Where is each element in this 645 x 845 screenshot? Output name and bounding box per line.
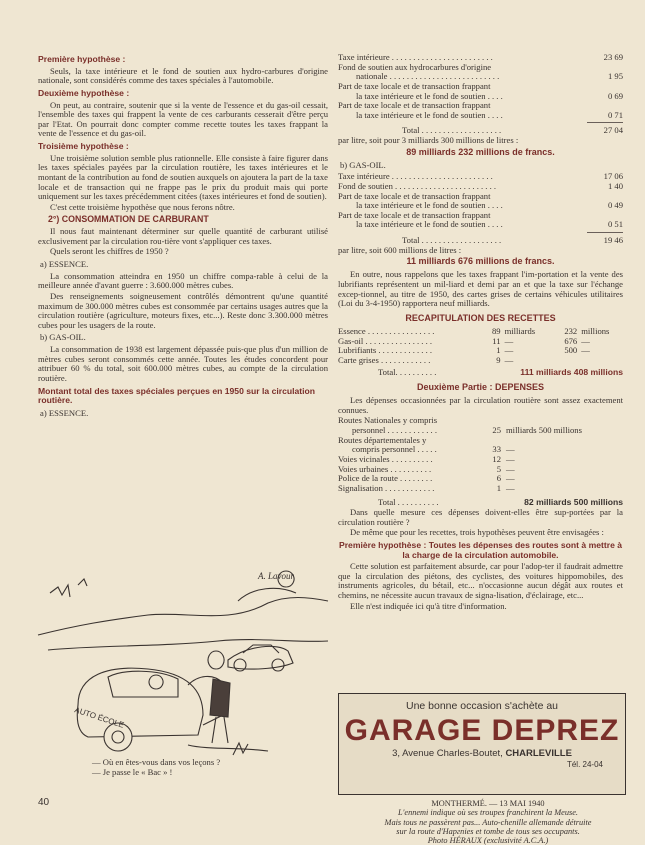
paragraph: Cette solution est parfaitement absurde, car pour l'adop-ter il faudrait admettre que la circulation des piétons, des cyclistes, des voitures hippomobiles, des instruments agricoles, du bétail, etc... n'occasionne aucun dégât aux routes et chemins, ne nécessite aucun travaux de signa-lisation, d'éclairage, etc... [338,561,623,601]
paragraph: La consommation de 1938 est largement dépassée puis-que plus d'un million de mètres cubes seront consommés cette année. Toutes les études concordent pour attribuer 60 % du total, soit 600.000 mètres cubes, au compte de la circulation routière. [38,344,328,383]
total-label: Total . . . . . . . . . . . . . . . . . . . [402,235,502,246]
table-cell: 1 [496,482,501,493]
row-label: la taxe intérieure et le fond de soutien . . . . [356,200,503,211]
car-text: AUTO ÉCOLE [73,705,126,730]
caption-line: Photo HÉRAUX (exclusivité A.C.A.) [427,836,549,845]
row-value: 0 51 [607,219,623,230]
row-value: 1 40 [607,180,623,191]
garage-advertisement [338,693,626,795]
row-label: Fond de soutien aux hydrocarbures d'origine [338,61,492,72]
table-cell: — [581,345,590,356]
row-label: la taxe intérieure et le fond de soutien . . . . [356,219,503,230]
caption-line: sur la route d'Haргnies et tombe de tous ses occupants. [396,826,580,836]
table-cell: Routes départementales y [338,434,427,445]
depenses-table [338,416,623,493]
paragraph: Elle n'est indiquée ici qu'à titre d'information. [350,600,507,611]
table-cell: 676 [564,335,578,346]
paragraph: En outre, nous rappelons que les taxes frappant l'im-portation et la vente des lubrifiants représentent un mil-liard et demi par an et que la taxe sur l'échange excep-tionnel, au titre de 1950, des cartes grises de certains véhicules utilitaires (Loi du 3-4-1950) rapportera neuf milliards. [338,269,623,309]
caption-line: Mais tous ne passèrent pas... Auto-chenille allemande détruite [384,817,592,827]
caption-line: — Où en êtes-vous dans vos leçons ? [92,757,221,767]
table-cell: 89 [491,325,501,336]
total-label: Total . . . . . . . . . . [378,497,439,508]
table-cell: — [506,453,515,464]
row-label: Taxe intérieure . . . . . . . . . . . . . . . . . . . . . . . . [338,171,493,182]
table-cell: 1 [496,345,501,356]
table-cell: Lubrifiants . . . . . . . . . . . . . [338,345,433,356]
table-cell: 6 [496,473,501,484]
divider [587,122,623,123]
table-cell: milliards 500 millions [506,425,582,436]
recap-title: RECAPITULATION DES RECETTES [405,312,556,323]
heading-first-hypothesis-depenses: Première hypothèse : Toutes les dépenses des routes sont à mettre à la charge de la circulation automobile. [338,539,623,560]
table-row [338,356,623,366]
paragraph: C'est cette troisième hypothèse que nous ferons nôtre. [50,201,235,212]
table-cell: Voies urbaines . . . . . . . . . . [338,463,432,474]
row-label: Taxe intérieure . . . . . . . . . . . . . . . . . . . . . . . . [338,52,493,62]
gasoil-tax-table [338,172,623,230]
table-cell: 12 [492,453,501,464]
subheading-gasoil: b) GAS-OIL. [340,159,386,170]
table-cell [577,356,623,366]
cartoon-caption [92,758,312,778]
paragraph: De même que pour les recettes, trois hypothèses peuvent être envisagées : [350,527,604,538]
row-label: Part de taxe locale et de transaction frappant [338,209,491,220]
photo-caption [338,799,638,845]
caption-line: — Je passe le « Bac » ! [92,766,173,777]
table-cell: 11 [492,335,501,346]
paragraph: Une troisième solution semble plus rationnelle. Elle consiste à faire figurer dans les taxes spéciales payées par la circulation routière, les taxes intérieures et le montant de la contribution au fond de soutien auxquels on ajoutera la part de la taxe locale et de transaction qui ne frappe pas le prix du produit mais qui porte uniquement sur les taxes précédemment citées (taxes intérieures et fond de soutien). [38,152,328,202]
heading-montant-total: Montant total des taxes spéciales perçues en 1950 sur la circulation routière. [38,385,316,406]
essence-tax-table [338,53,623,120]
total-label: Total. . . . . . . . . . [378,367,437,378]
total-label: Total . . . . . . . . . . . . . . . . . . . [402,125,502,136]
table-cell: 5 [496,463,501,474]
table-cell: milliards [504,325,536,336]
row-label: nationale . . . . . . . . . . . . . . . . . . . . . . . . . . [356,71,500,82]
table-cell: 232 [564,325,578,336]
table-row [338,220,623,230]
row-value: 17 06 [603,171,623,182]
paragraph: On peut, au contraire, soutenir que si la vente de l'essence et du gas-oil cessait, l'ensemble des taxes qui frappent la vente de ces carburants cesserait d'être perçu par l'Etat. On pourrait donc compter comme recette toutes les taxes frappant la vente de l'essence et du gas-oil. [38,99,328,139]
paragraph: Des renseignements soigneusement contrôlés démontrent qu'une quantité maximum de 300.000 mètres cubes est consommée par certains usages autres que la circulation routière (agriculture, moteurs fixes, etc...). Reste donc 3.300.000 mètres cubes pour les usagers de la route. [38,290,328,330]
paragraph: La consommation atteindra en 1950 un chiffre compa-rable à celui de la meilleure année d'avant guerre : 3.600.000 mètres cubes. [38,270,328,291]
row-label: Part de taxe locale et de transaction frappant [338,100,491,111]
recap-table [338,327,623,366]
ad-street: 3, Avenue Charles-Boutet, [392,748,503,760]
table-cell: — [506,482,515,493]
paragraph: Les dépenses occasionnées par la circulation routière sont assez exactement connues. [338,395,623,415]
gasoil-amount: 11 milliards 676 millions de francs. [406,256,555,267]
table-cell: Signalisation . . . . . . . . . . . . [338,482,435,493]
divider [587,232,623,233]
total-value: 111 milliards 408 millions [520,367,623,378]
table-cell: millions [581,325,610,336]
table-cell: 9 [496,354,501,365]
table-cell: — [504,335,514,346]
table-cell: personnel . . . . . . . . . . . . [352,425,437,436]
table-cell: — [504,354,514,365]
row-label: Fond de soutien . . . . . . . . . . . . . . . . . . . . . . . . [338,180,497,191]
paragraph: Quels seront les chiffres de 1950 ? [50,246,169,257]
paragraph: Il nous faut maintenant déterminer sur quelle quantité de carburant utilisé exclusivement par la circulation rou-tière vont s'appliquer ces taxes. [38,226,328,246]
table-cell: Essence . . . . . . . . . . . . . . . . [338,325,435,336]
depenses-title: Deuxième Partie : DEPENSES [416,382,545,393]
paragraph: par litre, soit 600 millions de litres : [338,244,462,255]
ad-city: CHARLEVILLE [505,748,572,760]
table-cell: Gas-oil . . . . . . . . . . . . . . . . [338,335,433,346]
paragraph: Seuls, la taxe intérieure et le fond de soutien aux hydro-carbures d'origine nationale, sont considérés comme des taxes spéciales à l'automobile. [38,65,328,86]
paragraph: Dans quelle mesure ces dépenses doivent-elles être sup-portées par la circulation routière ? [338,507,623,527]
caption-line: L'ennemi indique où ses troupes franchirent la Meuse. [398,808,578,818]
subheading-essence: a) ESSENCE. [40,259,89,270]
ad-address [339,749,625,760]
row-label: Part de taxe locale et de transaction frappant [338,190,491,201]
row-label: la taxe intérieure et le fond de soutien . . . . [356,90,503,101]
table-row [338,484,623,494]
ad-phone: Tél. 24-04 [566,759,603,769]
subheading-essence-2: a) ESSENCE. [40,407,89,418]
heading-consommation: 2°) CONSOMMATION DE CARBURANT [48,214,209,225]
table-cell: compris personnel . . . . . [352,444,437,455]
total-value: 19 46 [603,235,623,246]
table-cell: 33 [492,444,501,455]
heading-second-hypothesis: Deuxième hypothèse : [38,87,130,98]
row-value: 0 71 [607,109,623,120]
table-cell: — [581,335,590,346]
table-cell: — [504,345,514,356]
table-cell: Police de la route . . . . . . . . [338,473,433,484]
heading-third-hypothesis: Troisième hypothèse : [38,141,129,151]
table-cell [550,356,577,366]
table-cell: — [506,463,515,474]
row-value: 0 69 [607,90,623,101]
table-cell: Carte grises . . . . . . . . . . . . [338,354,431,365]
cartoon-illustration [38,565,328,755]
page-number: 40 [38,797,50,808]
table-cell: Routes Nationales y compris [338,415,438,426]
caption-line: MONTHERMÉ. — 13 MAI 1940 [431,799,545,808]
artist-signature: A. Lavour [258,571,294,581]
table-cell: — [506,473,515,484]
paragraph: par litre, soit pour 3 milliards 300 millions de litres : [338,135,519,145]
ad-garage-name: GARAGE DEPREZ [344,713,620,747]
row-value: 1 95 [607,71,623,82]
table-cell: Voies vicinales . . . . . . . . . . [338,453,433,464]
total-value: 82 milliards 500 millions [524,497,623,508]
recap-total-row [338,368,623,378]
row-value: 0 49 [607,200,623,211]
table-row [338,111,623,121]
left-column [38,52,328,420]
table-cell: 25 [492,425,501,436]
row-label: la taxe intérieure et le fond de soutien . . . . [356,109,503,120]
total-value: 27 04 [603,125,623,136]
row-value: 23 69 [603,52,623,62]
right-column [338,53,623,612]
table-cell: 500 [564,345,578,356]
heading-first-hypothesis: Première hypothèse : [38,54,126,64]
row-label: Part de taxe locale et de transaction frappant [338,80,491,91]
ad-tagline: Une bonne occasion s'achète au [405,700,559,712]
essence-amount: 89 milliards 232 millions de francs. [406,146,555,157]
table-cell: — [506,444,515,455]
subheading-gasoil: b) GAS-OIL. [40,332,86,343]
